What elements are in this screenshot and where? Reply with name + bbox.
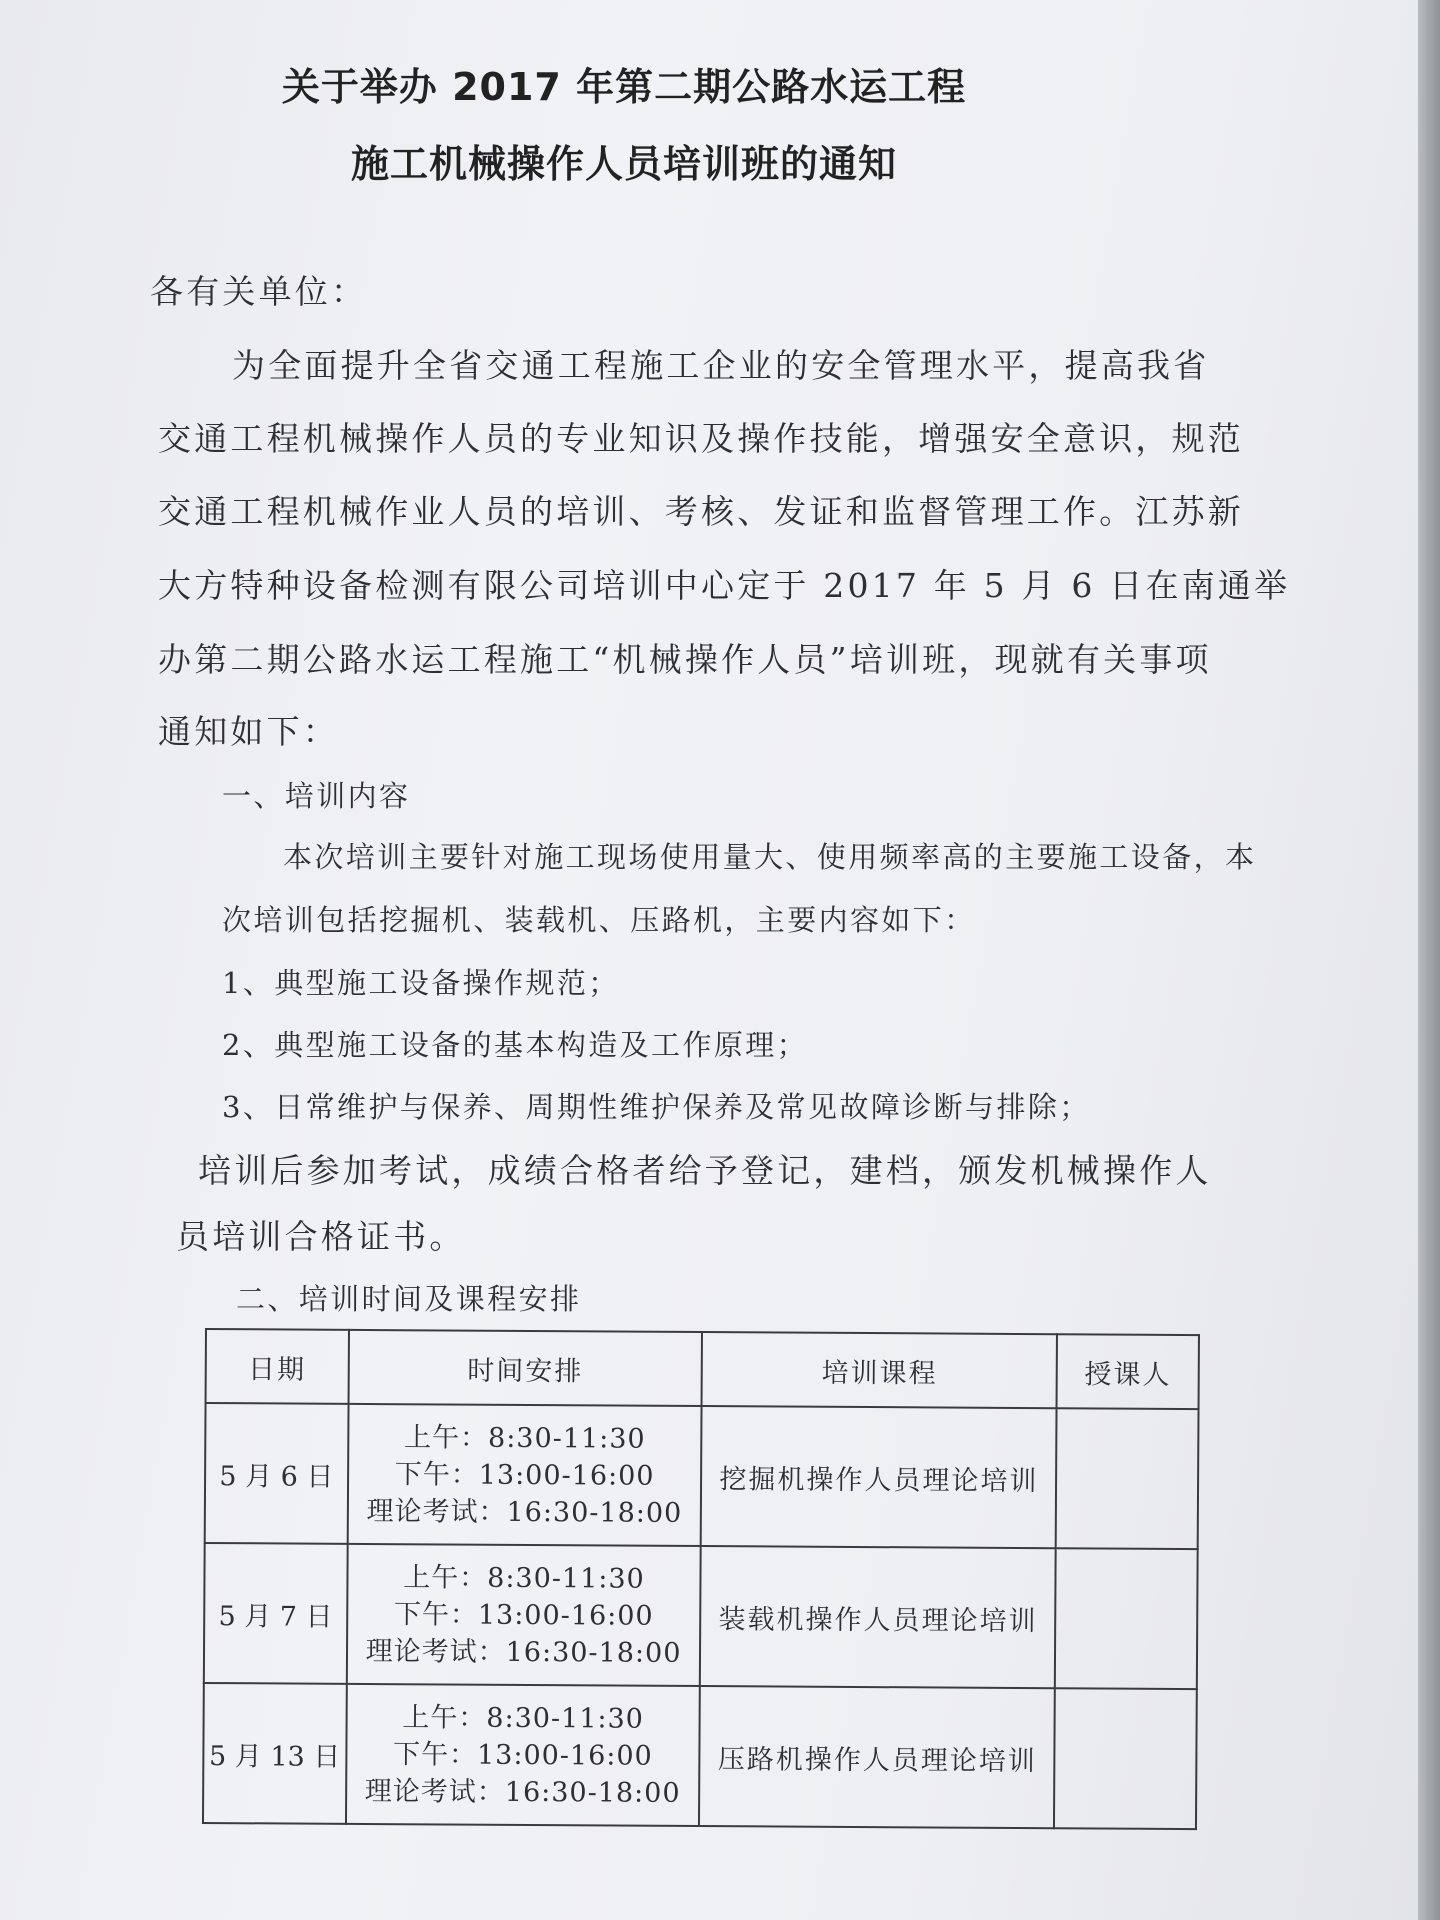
time-morning: 上午：8:30-11:30	[403, 1421, 646, 1455]
table-header-row	[206, 1329, 1199, 1409]
intro-line: 交通工程机械作业人员的培训、考核、发证和监督管理工作。江苏新	[158, 492, 1244, 531]
section-heading: 二、培训时间及课程安排	[236, 1282, 582, 1316]
intro-line: 办第二期公路水运工程施工“机械操作人员”培训班，现就有关事项	[158, 640, 1212, 679]
cell-time	[347, 1404, 702, 1546]
document-title-line-2: 施工机械操作人员培训班的通知	[350, 142, 897, 186]
column-header-teacher: 授课人	[1057, 1334, 1199, 1409]
background-edge	[1418, 0, 1440, 1920]
cell-course: 挖掘机操作人员理论培训	[701, 1406, 1057, 1548]
table-row	[204, 1543, 1198, 1689]
section1-line: 2、典型施工设备的基本构造及工作原理；	[222, 1028, 809, 1062]
cell-course: 压路机操作人员理论培训	[699, 1686, 1055, 1828]
time-exam: 理论考试：16:30-18:00	[365, 1635, 682, 1669]
cell-time	[346, 1544, 701, 1686]
time-afternoon: 下午：13:00-16:00	[392, 1738, 653, 1772]
cell-teacher	[1054, 1688, 1197, 1829]
section1-line: 1、典型施工设备操作规范；	[222, 966, 620, 1000]
schedule-table	[202, 1328, 1200, 1830]
column-header-course: 培训课程	[702, 1332, 1057, 1408]
section1-line: 本次培训主要针对施工现场使用量大、使用频率高的主要施工设备，本	[283, 840, 1257, 874]
cell-teacher	[1056, 1408, 1199, 1549]
time-morning: 上午：8:30-11:30	[402, 1701, 645, 1735]
cell-date: 5 月 7 日	[204, 1543, 348, 1684]
section-heading: 一、培训内容	[222, 779, 411, 813]
exam-line: 员培训合格证书。	[176, 1217, 466, 1256]
time-exam: 理论考试：16:30-18:00	[366, 1495, 683, 1529]
intro-line: 交通工程机械操作人员的专业知识及操作技能，增强安全意识，规范	[158, 419, 1244, 458]
time-afternoon: 下午：13:00-16:00	[393, 1598, 654, 1632]
column-header-time: 时间安排	[348, 1330, 702, 1406]
cell-date: 5 月 6 日	[205, 1403, 349, 1544]
salutation: 各有关单位：	[150, 272, 368, 311]
intro-line: 通知如下：	[158, 712, 339, 751]
table-row	[203, 1683, 1197, 1829]
intro-line: 大方特种设备检测有限公司培训中心定于 2017 年 5 月 6 日在南通举	[158, 566, 1291, 605]
cell-teacher	[1055, 1548, 1198, 1689]
section1-line: 3、日常维护与保养、周期性维护保养及常见故障诊断与排除；	[222, 1090, 1091, 1124]
section1-line: 次培训包括挖掘机、装载机、压路机，主要内容如下：	[222, 903, 976, 937]
cell-time	[346, 1684, 701, 1826]
intro-line: 为全面提升全省交通工程施工企业的安全管理水平，提高我省	[232, 346, 1210, 385]
table-row	[205, 1403, 1199, 1549]
cell-course: 装载机操作人员理论培训	[700, 1546, 1056, 1688]
time-exam: 理论考试：16:30-18:00	[364, 1775, 681, 1809]
exam-line: 培训后参加考试，成绩合格者给予登记，建档，颁发机械操作人	[198, 1151, 1212, 1190]
document-title-line-1: 关于举办 2017 年第二期公路水运工程	[281, 65, 967, 109]
time-afternoon: 下午：13:00-16:00	[394, 1458, 655, 1492]
time-morning: 上午：8:30-11:30	[403, 1561, 645, 1595]
column-header-date: 日期	[206, 1329, 349, 1404]
cell-date: 5 月 13 日	[203, 1683, 347, 1824]
